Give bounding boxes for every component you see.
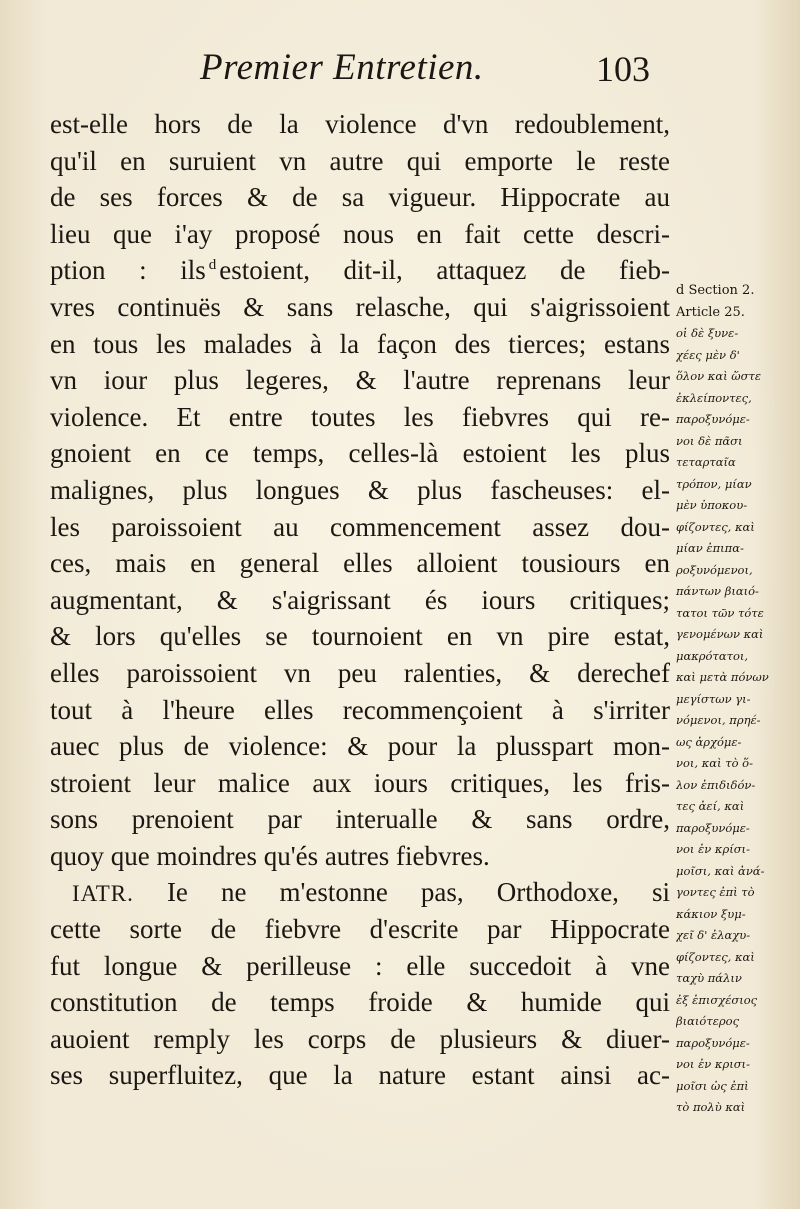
text-line: auec plus de violence: & pour la plusspart mon- bbox=[50, 731, 670, 762]
running-title: Premier Entretien. bbox=[200, 47, 484, 88]
footnote-marker: d bbox=[208, 257, 217, 274]
text-line: ces, mais en general elles alloient tousiours en bbox=[50, 548, 670, 579]
margin-line: νοι δὲ πᾶσι bbox=[676, 433, 743, 448]
text-line: violence. Et entre toutes les fiebvres qui re- bbox=[50, 401, 670, 432]
margin-line: μοῖσι ὡς ἐπὶ bbox=[676, 1078, 749, 1093]
text-line: elles paroissoient vn peu ralenties, & derechef bbox=[50, 657, 670, 688]
margin-line: ἐκλείποντες, bbox=[676, 390, 752, 405]
margin-line: φίζοντες, καὶ bbox=[676, 949, 755, 964]
text-line: vn iour plus legeres, & l'autre reprenans leur bbox=[50, 365, 670, 396]
text-line: ses superfluitez, que la nature estant ainsi ac- bbox=[50, 1060, 670, 1091]
text-segment: estoient, dit-il, attaquez de fieb- bbox=[219, 255, 670, 286]
margin-line: παροξυνόμε- bbox=[676, 1035, 750, 1050]
text-line: malignes, plus longues & plus fascheuses: el- bbox=[50, 474, 670, 505]
text-line bbox=[50, 252, 670, 289]
margin-line: ὅλον καὶ ὥστε bbox=[676, 369, 762, 383]
margin-line: ροξυνόμενοι, bbox=[676, 562, 753, 577]
margin-line: νοι ἐν κρισι- bbox=[676, 1057, 750, 1071]
text-line: quoy que moindres qu'és autres fiebvres. bbox=[50, 840, 490, 871]
margin-line: καὶ μετὰ πόνων bbox=[676, 670, 769, 684]
text-line: de ses forces & de sa vigueur. Hippocrate au bbox=[50, 182, 670, 213]
margin-line: γοντες ἐπὶ τὸ bbox=[676, 885, 755, 899]
margin-line: μοῖσι, καὶ ἀνά- bbox=[676, 863, 765, 878]
text-line: est-elle hors de la violence d'vn redoublement, bbox=[50, 109, 670, 139]
margin-line: τατοι τῶν τότε bbox=[676, 605, 764, 620]
text-line: gnoient en ce temps, celles-là estoient les plus bbox=[50, 438, 670, 469]
margin-line: παροξυνόμε- bbox=[676, 412, 750, 426]
margin-line: μίαν ἐπιπα- bbox=[676, 541, 744, 555]
margin-reference: Article 25. bbox=[676, 304, 745, 320]
text-line: augmentant, & s'aigrissant és iours critiques; bbox=[50, 584, 670, 615]
main-text-block bbox=[50, 106, 670, 1094]
margin-notes bbox=[676, 280, 786, 1119]
text-line: tout à l'heure elles recommençoient à s'irriter bbox=[50, 694, 670, 725]
speaker-label: IATR. bbox=[72, 881, 134, 907]
margin-line: νοι ἐν κρίσι- bbox=[676, 842, 750, 856]
margin-line: φίζοντες, καὶ bbox=[676, 519, 755, 534]
text-line: auoient remply les corps de plusieurs & diuer- bbox=[50, 1023, 670, 1054]
margin-line: μεγίστων γι- bbox=[676, 691, 751, 706]
margin-reference: d Section 2. bbox=[676, 283, 755, 298]
margin-line: τες ἀεί, καὶ bbox=[676, 799, 745, 813]
margin-line: μὲν ὑποκου- bbox=[676, 498, 748, 512]
text-line: vres continuës & sans relasche, qui s'aigrissoient bbox=[50, 291, 670, 322]
margin-line: τὸ πολὺ καὶ bbox=[676, 1100, 746, 1114]
margin-line: τεταρταῖα bbox=[676, 455, 736, 469]
text-line: lieu que i'ay proposé nous en fait cette descri- bbox=[50, 218, 670, 249]
text-line: constitution de temps froide & humide qui bbox=[50, 987, 670, 1018]
text-line: & lors qu'elles se tournoient en vn pire estat, bbox=[50, 621, 670, 652]
text-line: les paroissoient au commencement assez dou- bbox=[50, 511, 670, 542]
text-segment: ption : ils bbox=[50, 255, 206, 286]
margin-line: πάντων βιαιό- bbox=[676, 584, 759, 598]
text-line: sons prenoient par interualle & sans ordre, bbox=[50, 804, 670, 835]
margin-line: νοι, καὶ τὸ ὅ- bbox=[676, 756, 753, 770]
margin-line: παροξυνόμε- bbox=[676, 820, 750, 835]
margin-line: οἱ δὲ ξυνε- bbox=[676, 326, 739, 340]
text-line bbox=[50, 874, 670, 911]
page-header bbox=[0, 46, 800, 96]
margin-line: βιαιότερος bbox=[676, 1014, 740, 1028]
margin-line: ταχὺ πάλιν bbox=[676, 971, 742, 985]
margin-line: λον ἐπιδιδόν- bbox=[676, 777, 756, 792]
margin-line: χέες μὲν δ' bbox=[676, 347, 740, 362]
text-segment: Ie ne m'estonne pas, Orthodoxe, si bbox=[166, 877, 671, 908]
margin-line: μακρότατοι, bbox=[676, 648, 749, 663]
page-number: 103 bbox=[596, 49, 650, 89]
margin-line: νόμενοι, πρηέ- bbox=[676, 713, 761, 727]
margin-line: τρόπον, μίαν bbox=[676, 476, 752, 491]
text-line: qu'il en suruient vn autre qui emporte le reste bbox=[50, 145, 670, 176]
margin-line: κάκιον ξυμ- bbox=[676, 906, 746, 921]
text-line: cette sorte de fiebvre d'escrite par Hippocrate bbox=[50, 914, 670, 945]
margin-line: ἐξ ἐπισχέσιος bbox=[676, 992, 758, 1007]
margin-line: χεῖ δ' ἐλαχυ- bbox=[676, 928, 751, 942]
margin-line: ως ἀρχόμε- bbox=[676, 734, 742, 749]
text-line: fut longue & perilleuse : elle succedoit à vne bbox=[50, 950, 670, 981]
text-line: en tous les malades à la façon des tierces; estans bbox=[50, 328, 670, 359]
margin-line: γενομένων καὶ bbox=[676, 627, 764, 641]
text-line: stroient leur malice aux iours critiques, les fris- bbox=[50, 767, 670, 798]
